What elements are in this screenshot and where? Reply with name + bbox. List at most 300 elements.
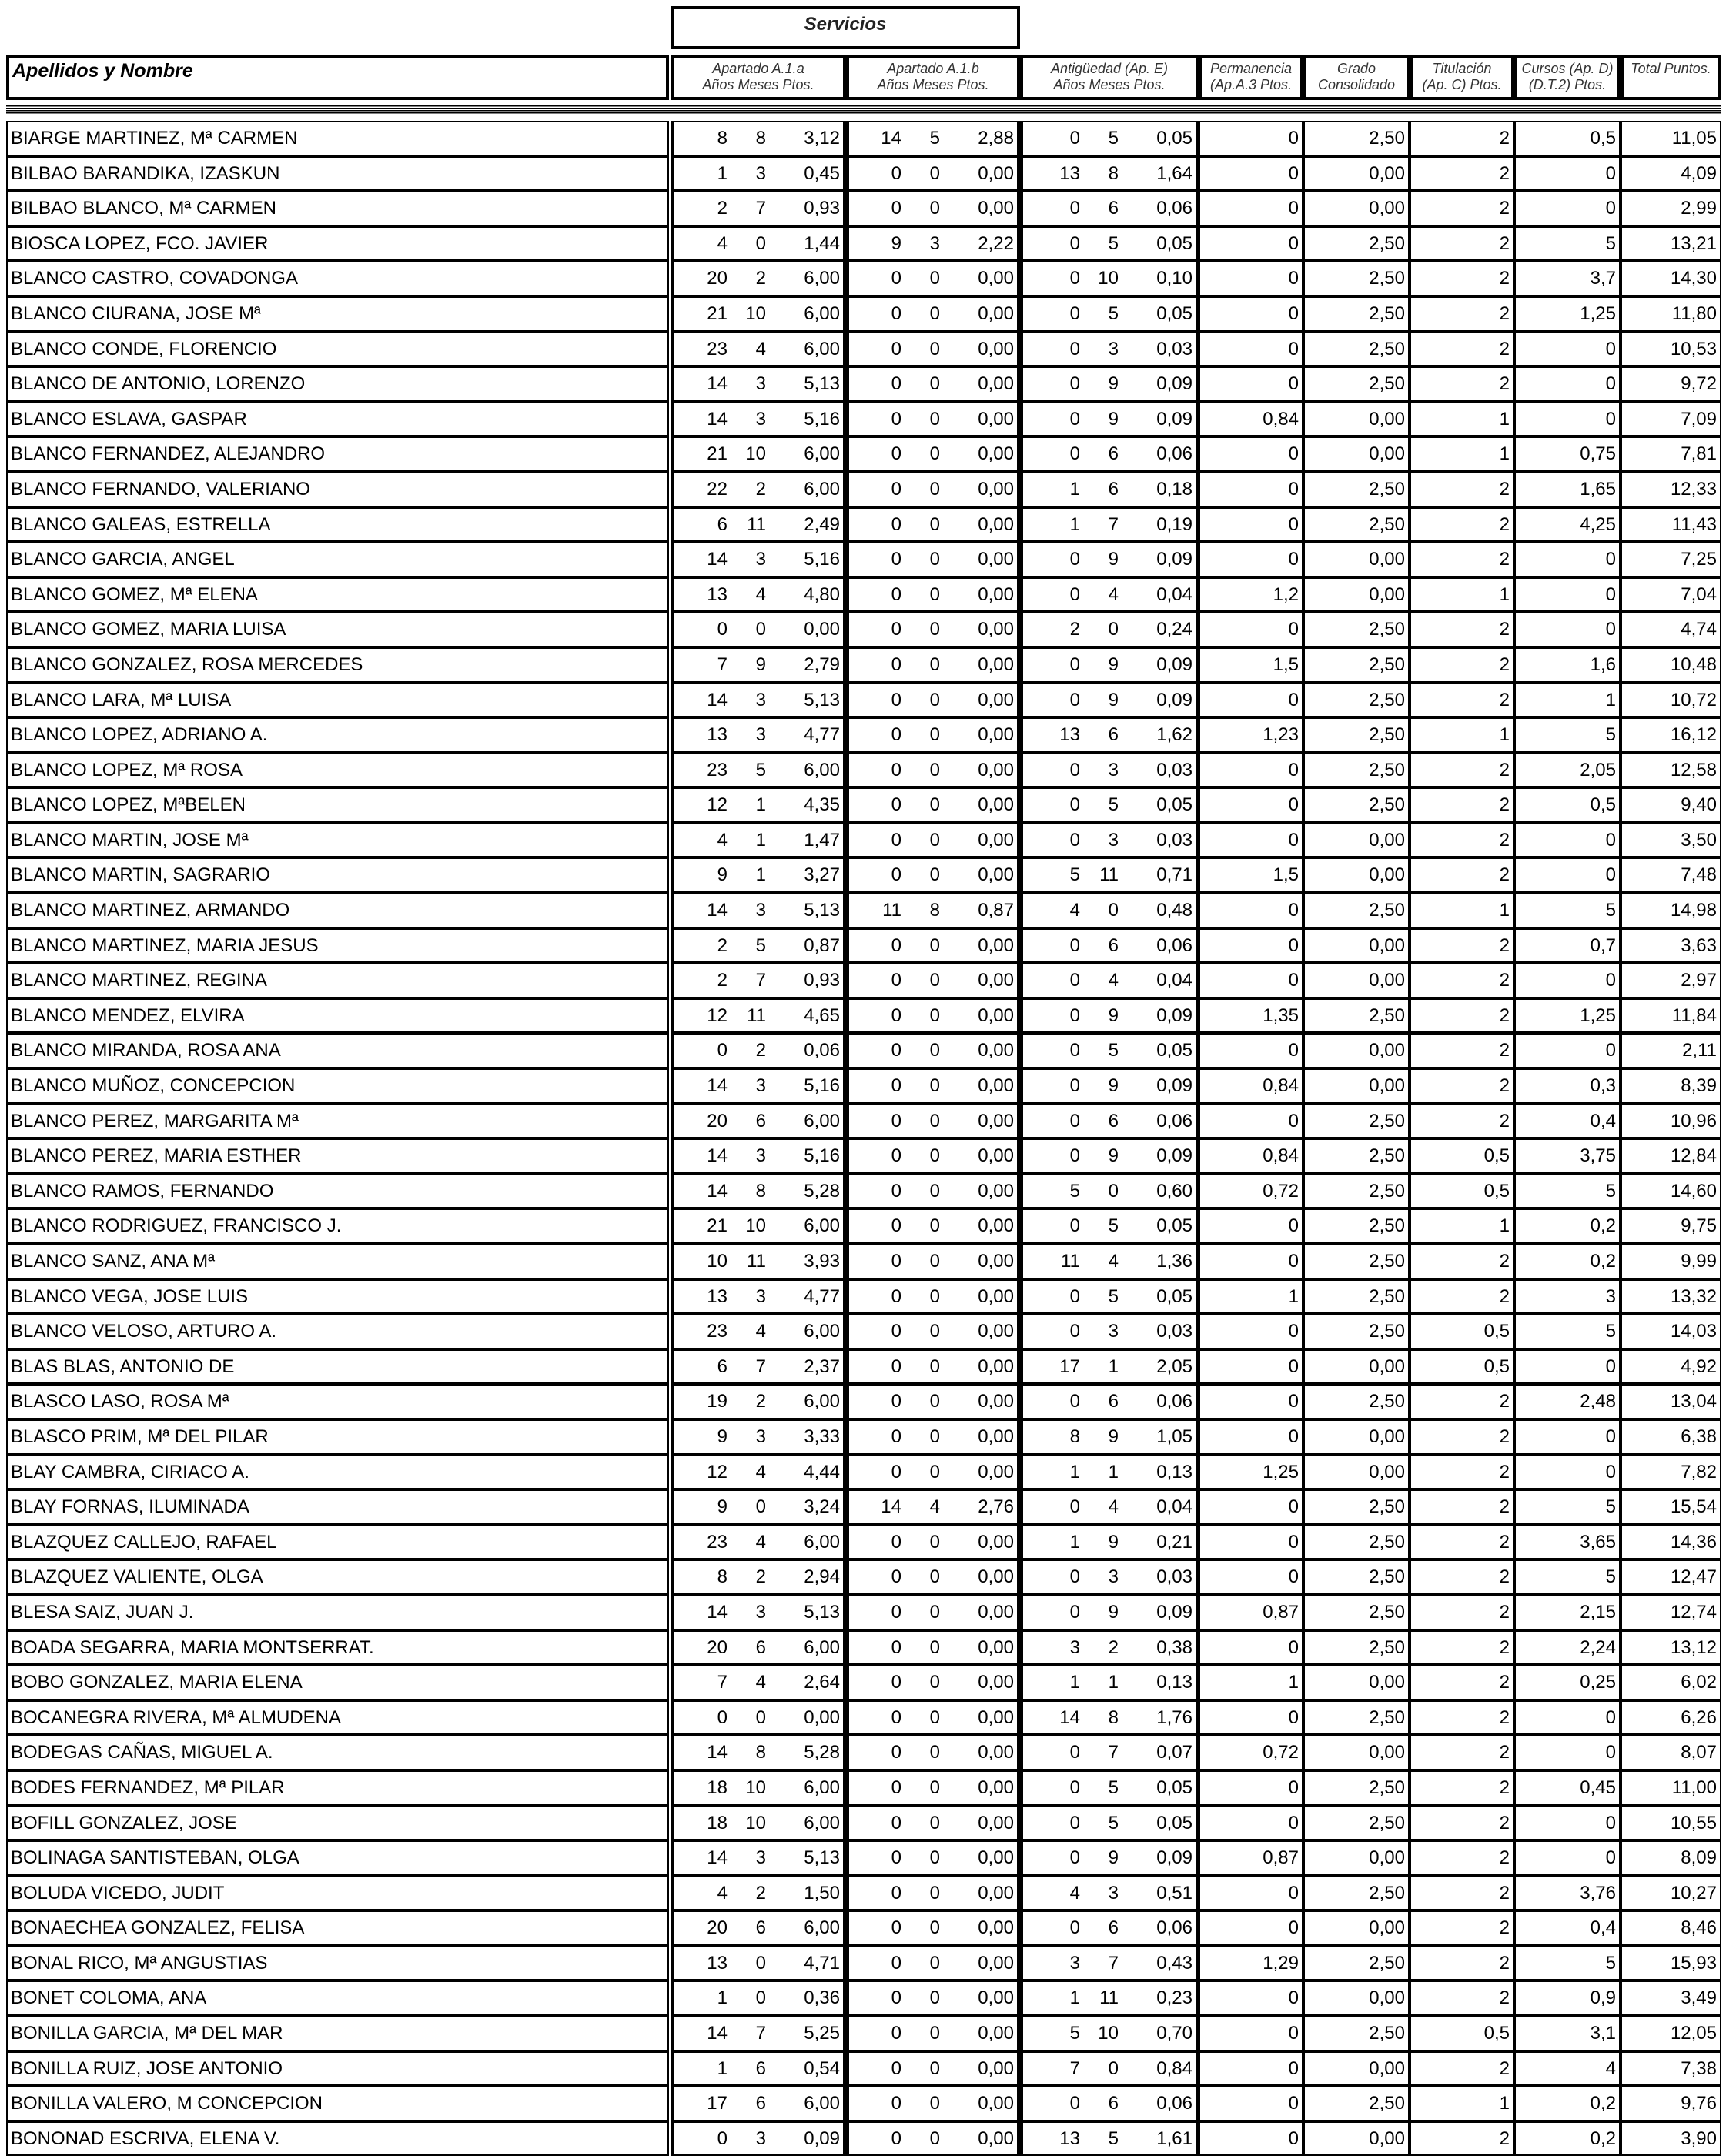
a1b-anos: 0 <box>891 1285 901 1307</box>
cell-total: 12,84 <box>1621 1138 1721 1174</box>
antig-anos: 5 <box>1069 1180 1080 1202</box>
table-header <box>6 55 1721 100</box>
cell-total: 11,84 <box>1621 998 1721 1034</box>
antig-meses: 0 <box>1108 900 1119 921</box>
cell-titulacion: 2 <box>1410 928 1514 964</box>
cell-cursos: 0,2 <box>1514 1208 1621 1244</box>
table-row <box>6 928 1721 964</box>
a1a-ptos: 6,00 <box>804 1531 840 1553</box>
cell-a1b <box>846 1665 1020 1700</box>
a1a-anos: 6 <box>717 1355 728 1377</box>
antig-anos: 0 <box>1069 689 1080 710</box>
a1b-meses: 0 <box>929 2057 940 2079</box>
a1a-ptos: 5,28 <box>804 1180 840 1202</box>
antig-anos: 1 <box>1069 513 1080 535</box>
a1a-ptos: 0,93 <box>804 970 840 991</box>
a1b-anos: 0 <box>891 1215 901 1237</box>
table-row <box>6 507 1721 543</box>
antig-anos: 0 <box>1069 408 1080 430</box>
a1b-anos: 0 <box>891 443 901 465</box>
antig-meses: 7 <box>1108 1742 1119 1763</box>
cell-titulacion: 2 <box>1410 1630 1514 1666</box>
cell-a1b <box>846 998 1020 1034</box>
cell-cursos: 0 <box>1514 857 1621 893</box>
a1b-meses: 0 <box>929 1391 940 1412</box>
header-a1a: Apartado A.1.a Años Meses Ptos. <box>671 55 846 100</box>
cell-permanencia: 0,87 <box>1199 1595 1303 1630</box>
a1b-meses: 0 <box>929 970 940 991</box>
cell-permanencia: 0 <box>1199 332 1303 367</box>
antig-meses: 10 <box>1098 2023 1119 2044</box>
cell-antig <box>1020 1419 1199 1455</box>
employee-name: BONET COLOMA, ANA <box>6 1981 669 2016</box>
a1a-meses: 4 <box>755 583 766 605</box>
cell-a1a <box>671 857 846 893</box>
a1a-anos: 13 <box>707 724 728 746</box>
table-row <box>6 823 1721 858</box>
a1a-meses: 0 <box>755 1987 766 2009</box>
cell-permanencia: 1,23 <box>1199 717 1303 753</box>
cell-titulacion: 1 <box>1410 893 1514 928</box>
cell-antig <box>1020 191 1199 226</box>
a1a-ptos: 0,00 <box>804 1706 840 1728</box>
cell-a1a <box>671 1806 846 1841</box>
antig-anos: 14 <box>1059 1706 1080 1728</box>
a1b-anos: 0 <box>891 198 901 219</box>
cell-antig <box>1020 1068 1199 1104</box>
antig-anos: 0 <box>1069 1566 1080 1588</box>
antig-anos: 1 <box>1069 1461 1080 1482</box>
a1b-meses: 0 <box>929 1180 940 1202</box>
a1a-ptos: 2,79 <box>804 653 840 675</box>
cell-a1b <box>846 1981 1020 2016</box>
cell-titulacion: 1 <box>1410 1208 1514 1244</box>
a1a-anos: 4 <box>717 1882 728 1904</box>
a1b-ptos: 0,00 <box>978 1321 1014 1342</box>
antig-ptos: 0,70 <box>1156 2023 1192 2044</box>
cell-titulacion: 2 <box>1410 296 1514 332</box>
cell-a1b <box>846 1806 1020 1841</box>
antig-ptos: 0,18 <box>1156 478 1192 500</box>
a1a-anos: 23 <box>707 338 728 359</box>
a1a-meses: 3 <box>755 1075 766 1097</box>
employee-name: BONILLA GARCIA, Mª DEL MAR <box>6 2016 669 2051</box>
a1a-meses: 3 <box>755 1145 766 1167</box>
a1b-meses: 0 <box>929 1251 940 1272</box>
antig-meses: 9 <box>1108 373 1119 395</box>
cell-antig <box>1020 542 1199 577</box>
a1b-ptos: 2,22 <box>978 232 1014 254</box>
antig-anos: 0 <box>1069 1601 1080 1623</box>
cell-a1a <box>671 1244 846 1279</box>
employee-name: BLAY FORNAS, ILUMINADA <box>6 1489 669 1525</box>
cell-a1b <box>846 928 1020 964</box>
cell-grado: 0,00 <box>1303 1735 1410 1770</box>
a1b-meses: 0 <box>929 549 940 570</box>
antig-ptos: 0,03 <box>1156 829 1192 851</box>
a1a-meses: 10 <box>745 443 766 465</box>
cell-antig <box>1020 1665 1199 1700</box>
a1a-ptos: 6,00 <box>804 1812 840 1833</box>
cell-permanencia: 0 <box>1199 1700 1303 1736</box>
employee-name: BLANCO PEREZ, MARIA ESTHER <box>6 1138 669 1174</box>
a1b-ptos: 0,00 <box>978 1847 1014 1869</box>
a1a-meses: 4 <box>755 1672 766 1693</box>
antig-anos: 0 <box>1069 549 1080 570</box>
cell-a1a <box>671 1138 846 1174</box>
cell-antig <box>1020 1174 1199 1209</box>
cell-permanencia: 0 <box>1199 1559 1303 1595</box>
cell-permanencia: 0,72 <box>1199 1174 1303 1209</box>
a1a-anos: 14 <box>707 689 728 710</box>
a1a-ptos: 0,36 <box>804 1987 840 2009</box>
a1a-ptos: 2,49 <box>804 513 840 535</box>
cell-total: 12,33 <box>1621 472 1721 507</box>
cell-a1a <box>671 1314 846 1349</box>
cell-total: 10,53 <box>1621 332 1721 367</box>
a1b-meses: 0 <box>929 1040 940 1061</box>
antig-anos: 0 <box>1069 1777 1080 1798</box>
table-row <box>6 1244 1721 1279</box>
a1b-meses: 0 <box>929 1531 940 1553</box>
cell-titulacion: 2 <box>1410 1033 1514 1068</box>
cell-total: 2,11 <box>1621 1033 1721 1068</box>
antig-anos: 13 <box>1059 2128 1080 2149</box>
antig-ptos: 0,04 <box>1156 970 1192 991</box>
a1a-meses: 3 <box>755 1847 766 1869</box>
a1b-ptos: 0,87 <box>978 900 1014 921</box>
cell-titulacion: 2 <box>1410 998 1514 1034</box>
a1b-meses: 0 <box>929 1426 940 1447</box>
cell-cursos: 0,3 <box>1514 1068 1621 1104</box>
antig-meses: 4 <box>1108 1496 1119 1518</box>
cell-a1b <box>846 717 1020 753</box>
cell-a1b <box>846 366 1020 402</box>
cell-cursos: 5 <box>1514 1314 1621 1349</box>
cell-permanencia: 0 <box>1199 472 1303 507</box>
cell-antig <box>1020 963 1199 998</box>
cell-cursos: 2,05 <box>1514 753 1621 788</box>
cell-grado: 0,00 <box>1303 1981 1410 2016</box>
cell-titulacion: 2 <box>1410 857 1514 893</box>
a1a-anos: 14 <box>707 1601 728 1623</box>
a1a-ptos: 5,25 <box>804 2023 840 2044</box>
cell-a1a <box>671 823 846 858</box>
a1a-anos: 8 <box>717 128 728 149</box>
a1b-anos: 0 <box>891 2057 901 2079</box>
cell-total: 10,96 <box>1621 1104 1721 1139</box>
cell-titulacion: 2 <box>1410 261 1514 296</box>
a1b-meses: 0 <box>929 443 940 465</box>
a1b-ptos: 0,00 <box>978 970 1014 991</box>
a1a-anos: 18 <box>707 1777 728 1798</box>
cell-titulacion: 2 <box>1410 1244 1514 1279</box>
cell-grado: 2,50 <box>1303 1104 1410 1139</box>
a1b-ptos: 0,00 <box>978 2093 1014 2114</box>
cell-a1a <box>671 1419 846 1455</box>
a1a-meses: 10 <box>745 1777 766 1798</box>
cell-antig <box>1020 717 1199 753</box>
header-a1b: Apartado A.1.b Años Meses Ptos. <box>846 55 1020 100</box>
a1a-ptos: 6,00 <box>804 1110 840 1131</box>
a1b-ptos: 0,00 <box>978 2023 1014 2044</box>
a1a-meses: 0 <box>755 232 766 254</box>
a1a-ptos: 5,28 <box>804 1742 840 1763</box>
a1b-meses: 0 <box>929 2128 940 2149</box>
a1b-anos: 0 <box>891 1812 901 1833</box>
cell-antig <box>1020 1806 1199 1841</box>
antig-ptos: 0,03 <box>1156 759 1192 781</box>
cell-total: 14,36 <box>1621 1525 1721 1560</box>
cell-antig <box>1020 1595 1199 1630</box>
cell-titulacion: 2 <box>1410 507 1514 543</box>
antig-meses: 5 <box>1108 2128 1119 2149</box>
a1a-anos: 20 <box>707 268 728 289</box>
a1b-anos: 0 <box>891 373 901 395</box>
cell-titulacion: 2 <box>1410 1384 1514 1419</box>
employee-name: BLANCO GARCIA, ANGEL <box>6 542 669 577</box>
a1b-anos: 0 <box>891 338 901 359</box>
a1a-anos: 14 <box>707 1075 728 1097</box>
antig-meses: 5 <box>1108 303 1119 324</box>
antig-anos: 0 <box>1069 1321 1080 1342</box>
employee-name: BLANCO LOPEZ, MªBELEN <box>6 787 669 823</box>
table-row <box>6 1349 1721 1385</box>
a1b-meses: 0 <box>929 2093 940 2114</box>
a1a-meses: 2 <box>755 268 766 289</box>
antig-ptos: 0,06 <box>1156 443 1192 465</box>
cell-permanencia: 0,84 <box>1199 402 1303 437</box>
table-row <box>6 261 1721 296</box>
cell-cursos: 0 <box>1514 612 1621 647</box>
table-row <box>6 1910 1721 1946</box>
antig-anos: 0 <box>1069 1145 1080 1167</box>
cell-grado: 2,50 <box>1303 1174 1410 1209</box>
a1b-meses: 0 <box>929 1742 940 1763</box>
a1b-ptos: 2,88 <box>978 128 1014 149</box>
antig-anos: 5 <box>1069 2023 1080 2044</box>
a1b-anos: 0 <box>891 2128 901 2149</box>
cell-antig <box>1020 436 1199 472</box>
cell-cursos: 0,4 <box>1514 1104 1621 1139</box>
a1b-anos: 0 <box>891 794 901 816</box>
a1b-meses: 0 <box>929 1110 940 1131</box>
antig-anos: 0 <box>1069 303 1080 324</box>
a1a-meses: 3 <box>755 2128 766 2149</box>
a1b-anos: 0 <box>891 1355 901 1377</box>
cell-antig <box>1020 1244 1199 1279</box>
cell-a1b <box>846 1349 1020 1385</box>
antig-meses: 9 <box>1108 1075 1119 1097</box>
employee-name: BLESA SAIZ, JUAN J. <box>6 1595 669 1630</box>
cell-cursos: 0 <box>1514 1806 1621 1841</box>
a1b-meses: 5 <box>929 128 940 149</box>
cell-a1a <box>671 1455 846 1490</box>
employee-name: BLANCO MIRANDA, ROSA ANA <box>6 1033 669 1068</box>
cell-permanencia: 1,25 <box>1199 1455 1303 1490</box>
a1a-anos: 20 <box>707 1110 728 1131</box>
a1a-ptos: 5,13 <box>804 1601 840 1623</box>
cell-total: 15,54 <box>1621 1489 1721 1525</box>
cell-cursos: 0 <box>1514 963 1621 998</box>
a1b-ptos: 0,00 <box>978 1110 1014 1131</box>
a1b-meses: 0 <box>929 1812 940 1833</box>
cell-cursos: 0 <box>1514 1349 1621 1385</box>
a1b-meses: 0 <box>929 373 940 395</box>
a1b-ptos: 0,00 <box>978 1636 1014 1658</box>
antig-ptos: 0,38 <box>1156 1636 1192 1658</box>
cell-a1a <box>671 1559 846 1595</box>
a1b-meses: 0 <box>929 1847 940 1869</box>
antig-meses: 6 <box>1108 443 1119 465</box>
cell-permanencia: 1,5 <box>1199 857 1303 893</box>
cell-total: 8,46 <box>1621 1910 1721 1946</box>
cell-grado: 2,50 <box>1303 1946 1410 1981</box>
cell-permanencia: 0 <box>1199 787 1303 823</box>
cell-antig <box>1020 1735 1199 1770</box>
cell-antig <box>1020 1455 1199 1490</box>
header-permanencia: Permanencia (Ap.A.3 Ptos. <box>1199 55 1303 100</box>
table-row <box>6 121 1721 156</box>
a1b-meses: 0 <box>929 1601 940 1623</box>
a1a-ptos: 3,12 <box>804 128 840 149</box>
table-row <box>6 1455 1721 1490</box>
a1b-meses: 0 <box>929 619 940 640</box>
cell-permanencia: 0 <box>1199 226 1303 262</box>
cell-total: 2,97 <box>1621 963 1721 998</box>
antig-anos: 7 <box>1069 2057 1080 2079</box>
cell-grado: 2,50 <box>1303 2016 1410 2051</box>
a1a-anos: 0 <box>717 2128 728 2149</box>
cell-grado: 0,00 <box>1303 823 1410 858</box>
antig-ptos: 0,19 <box>1156 513 1192 535</box>
a1b-anos: 0 <box>891 549 901 570</box>
a1b-anos: 0 <box>891 1391 901 1412</box>
antig-meses: 3 <box>1108 1882 1119 1904</box>
a1b-meses: 0 <box>929 864 940 886</box>
cell-total: 2,99 <box>1621 191 1721 226</box>
a1b-anos: 0 <box>891 1917 901 1939</box>
a1a-ptos: 5,16 <box>804 1145 840 1167</box>
cell-cursos: 5 <box>1514 1559 1621 1595</box>
employee-name: BLANCO VELOSO, ARTURO A. <box>6 1314 669 1349</box>
a1b-anos: 0 <box>891 1706 901 1728</box>
antig-anos: 0 <box>1069 443 1080 465</box>
antig-anos: 11 <box>1061 1251 1080 1272</box>
employee-name: BILBAO BLANCO, Mª CARMEN <box>6 191 669 226</box>
table-row <box>6 1946 1721 1981</box>
antig-anos: 0 <box>1069 1285 1080 1307</box>
cell-a1a <box>671 156 846 192</box>
cell-cursos: 1,25 <box>1514 296 1621 332</box>
antig-ptos: 0,23 <box>1156 1987 1192 2009</box>
employee-name: BLANCO MARTIN, SAGRARIO <box>6 857 669 893</box>
cell-antig <box>1020 1208 1199 1244</box>
a1a-anos: 1 <box>717 162 728 184</box>
cell-cursos: 3,7 <box>1514 261 1621 296</box>
cell-grado: 0,00 <box>1303 156 1410 192</box>
a1a-anos: 9 <box>717 864 728 886</box>
antig-anos: 1 <box>1069 478 1080 500</box>
a1b-meses: 0 <box>929 1917 940 1939</box>
a1a-anos: 4 <box>717 232 728 254</box>
cell-permanencia: 0 <box>1199 2086 1303 2121</box>
cell-permanencia: 0 <box>1199 963 1303 998</box>
table-row <box>6 1104 1721 1139</box>
cell-a1b <box>846 1174 1020 1209</box>
cell-permanencia: 0 <box>1199 2051 1303 2087</box>
a1a-ptos: 0,45 <box>804 162 840 184</box>
cell-grado: 0,00 <box>1303 2051 1410 2087</box>
a1a-ptos: 0,54 <box>804 2057 840 2079</box>
cell-permanencia: 0 <box>1199 1525 1303 1560</box>
cell-titulacion: 2 <box>1410 1455 1514 1490</box>
a1b-meses: 0 <box>929 1004 940 1026</box>
a1a-meses: 5 <box>755 934 766 956</box>
a1b-ptos: 0,00 <box>978 1917 1014 1939</box>
antig-anos: 3 <box>1069 1636 1080 1658</box>
cell-titulacion: 2 <box>1410 1068 1514 1104</box>
a1b-meses: 0 <box>929 1706 940 1728</box>
cell-titulacion: 2 <box>1410 963 1514 998</box>
table-row <box>6 2086 1721 2121</box>
table-row <box>6 156 1721 192</box>
employee-name: BLANCO MARTIN, JOSE Mª <box>6 823 669 858</box>
table-row <box>6 2016 1721 2051</box>
antig-meses: 1 <box>1108 1672 1119 1693</box>
cell-a1b <box>846 191 1020 226</box>
cell-cursos: 0,9 <box>1514 1981 1621 2016</box>
cell-antig <box>1020 2121 1199 2156</box>
employee-name: BOCANEGRA RIVERA, Mª ALMUDENA <box>6 1700 669 1736</box>
cell-titulacion: 2 <box>1410 787 1514 823</box>
table-row <box>6 2051 1721 2087</box>
cell-titulacion: 0,5 <box>1410 2016 1514 2051</box>
antig-ptos: 0,05 <box>1156 232 1192 254</box>
antig-meses: 5 <box>1108 128 1119 149</box>
cell-cursos: 3,65 <box>1514 1525 1621 1560</box>
cell-a1b <box>846 1208 1020 1244</box>
cell-cursos: 5 <box>1514 1174 1621 1209</box>
cell-a1a <box>671 507 846 543</box>
cell-cursos: 5 <box>1514 1946 1621 1981</box>
cell-titulacion: 2 <box>1410 1840 1514 1876</box>
a1a-ptos: 3,93 <box>804 1251 840 1272</box>
table-row <box>6 1033 1721 1068</box>
cell-a1a <box>671 1525 846 1560</box>
antig-anos: 4 <box>1069 1882 1080 1904</box>
cell-cursos: 0,2 <box>1514 1244 1621 1279</box>
cell-antig <box>1020 2016 1199 2051</box>
a1b-ptos: 0,00 <box>978 1777 1014 1798</box>
a1b-anos: 0 <box>891 1004 901 1026</box>
cell-permanencia: 0 <box>1199 2121 1303 2156</box>
a1a-ptos: 6,00 <box>804 478 840 500</box>
cell-a1b <box>846 612 1020 647</box>
a1a-meses: 3 <box>755 1426 766 1447</box>
a1b-meses: 0 <box>929 759 940 781</box>
antig-ptos: 0,07 <box>1156 1742 1192 1763</box>
cell-a1b <box>846 121 1020 156</box>
a1a-ptos: 6,00 <box>804 1215 840 1237</box>
a1b-anos: 0 <box>891 1426 901 1447</box>
cell-a1b <box>846 893 1020 928</box>
cell-total: 3,63 <box>1621 928 1721 964</box>
cell-a1a <box>671 226 846 262</box>
cell-grado: 2,50 <box>1303 507 1410 543</box>
cell-antig <box>1020 683 1199 718</box>
antig-anos: 4 <box>1069 900 1080 921</box>
